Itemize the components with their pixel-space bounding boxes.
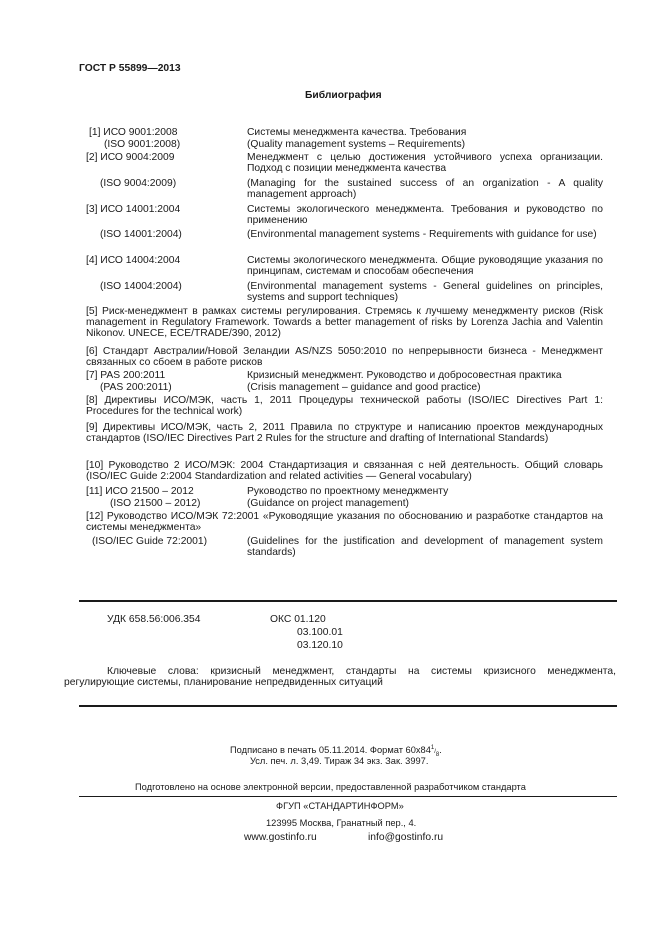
bib-entry: [6] Стандарт Австралии/Новой Зеландии AS/NZS 5050:2010 по непрерывности бизнеса - Менеджмент связанных со сбоем в работе рисков (86, 346, 603, 368)
bib-ref-en: (ISO 9001:2008) (104, 139, 181, 150)
bib-title-en: (Guidelines for the justification and development of management system standards) (247, 536, 603, 558)
bib-ref-en: (ISO 9004:2009) (100, 178, 177, 189)
bib-title-ru: Системы экологического менеджмента. Требования и руководство по применению (247, 204, 603, 226)
bib-title-ru: Системы менеджмента качества. Требования (247, 127, 467, 138)
bib-ref-en: (ISO 14004:2004) (100, 281, 182, 292)
bib-ref-en: (ISO/IEC Guide 72:2001) (92, 536, 208, 547)
imprint-prepared: Подготовлено на основе электронной версии, предоставленной разработчиком стандарта (135, 782, 526, 792)
bib-ref: [4] ИСО 14004:2004 (86, 255, 181, 266)
bib-entry: [10] Руководство 2 ИСО/МЭК: 2004 Стандартизация и связанная с ней деятельность. Общий словарь (ISO/IEC Guide 2:2004 Standardization and related activities — General vocabulary) (86, 460, 603, 482)
publisher-name: ФГУП «СТАНДАРТИНФОРМ» (276, 801, 404, 811)
standard-number: ГОСТ Р 55899—2013 (79, 63, 181, 74)
bib-title-en: (Quality management systems – Requirements) (247, 139, 466, 150)
bib-title-ru: Системы экологического менеджмента. Общие руководящие указания по принципам, системам и способам обеспечения (247, 255, 603, 277)
keywords: Ключевые слова: кризисный менеджмент, стандарты на системы кризисного менеджмента, регулирующие системы, планирование непредвиденных ситуаций (64, 666, 616, 688)
bib-title-ru: Руководство по проектному менеджменту (247, 486, 449, 497)
bib-ref: [2] ИСО 9004:2009 (86, 152, 175, 163)
bib-title-ru: Кризисный менеджмент. Руководство и добросовестная практика (247, 370, 562, 381)
imprint-print-info: Усл. печ. л. 3,49. Тираж 34 экз. Зак. 3997. (250, 756, 429, 766)
bib-title-en: (Environmental management systems - Requirements with guidance for use) (247, 229, 597, 240)
bib-title-ru: Менеджмент с целью достижения устойчивого успеха организации. Подход с позиции менеджмента качества (247, 152, 603, 174)
udk-code: УДК 658.56:006.354 (107, 614, 201, 625)
section-divider (79, 600, 617, 602)
bib-ref-en: (PAS 200:2011) (100, 382, 172, 393)
section-divider (79, 705, 617, 707)
bib-entry: [8] Директивы ИСО/МЭК, часть 1, 2011 Процедуры технической работы (ISO/IEC Directives Part 1: Procedures for the technical work) (86, 395, 603, 417)
imprint-divider (79, 796, 617, 797)
bib-entry: [12] Руководство ИСО/МЭК 72:2001 «Руководящие указания по обоснованию и разработке стандартов на системы менеджмента» (86, 511, 603, 533)
bib-title-en: (Managing for the sustained success of an organization - A quality management approach) (247, 178, 603, 200)
bib-ref: [7] PAS 200:2011 (86, 370, 166, 381)
publisher-email[interactable]: info@gostinfo.ru (368, 832, 444, 843)
oks-code: ОКС 01.120 (270, 614, 326, 625)
bib-title-en: (Crisis management – guidance and good practice) (247, 382, 481, 393)
bib-ref-en: (ISO 21500 – 2012) (110, 498, 201, 509)
bib-title-en: (Environmental management systems - General guidelines on principles, systems and support techniques) (247, 281, 603, 303)
bib-entry: [9] Директивы ИСО/МЭК, часть 2, 2011 Правила по структуре и написанию проектов международных стандартов (ISO/IEC Directives Part 2 Rules for the structure and drafting of International Standards) (86, 422, 603, 444)
bib-ref: [1] ИСО 9001:2008 (89, 127, 178, 138)
oks-code: 03.100.01 (297, 627, 343, 638)
bib-ref-en: (ISO 14001:2004) (100, 229, 182, 240)
bib-title-en: (Guidance on project management) (247, 498, 409, 509)
publisher-website[interactable]: www.gostinfo.ru (244, 832, 317, 843)
page-title: Библиография (305, 90, 382, 101)
publisher-address: 123995 Москва, Гранатный пер., 4. (266, 818, 417, 828)
bib-ref: [11] ИСО 21500 – 2012 (86, 486, 194, 497)
imprint-signed: Подписано в печать 05.11.2014. Формат $60х84^1/_8$. (230, 745, 442, 758)
oks-code: 03.120.10 (297, 640, 343, 651)
bib-ref: [3] ИСО 14001:2004 (86, 204, 181, 215)
bib-entry: [5] Риск-менеджмент в рамках системы регулирования. Стремясь к лучшему менеджменту рисков (Risk management in Regulatory Framework. Towards a better management of risks by Lorenza Jachia and Valentin Nikonov. UNECE, ECE/TRADE/390, 2012) (86, 306, 603, 339)
